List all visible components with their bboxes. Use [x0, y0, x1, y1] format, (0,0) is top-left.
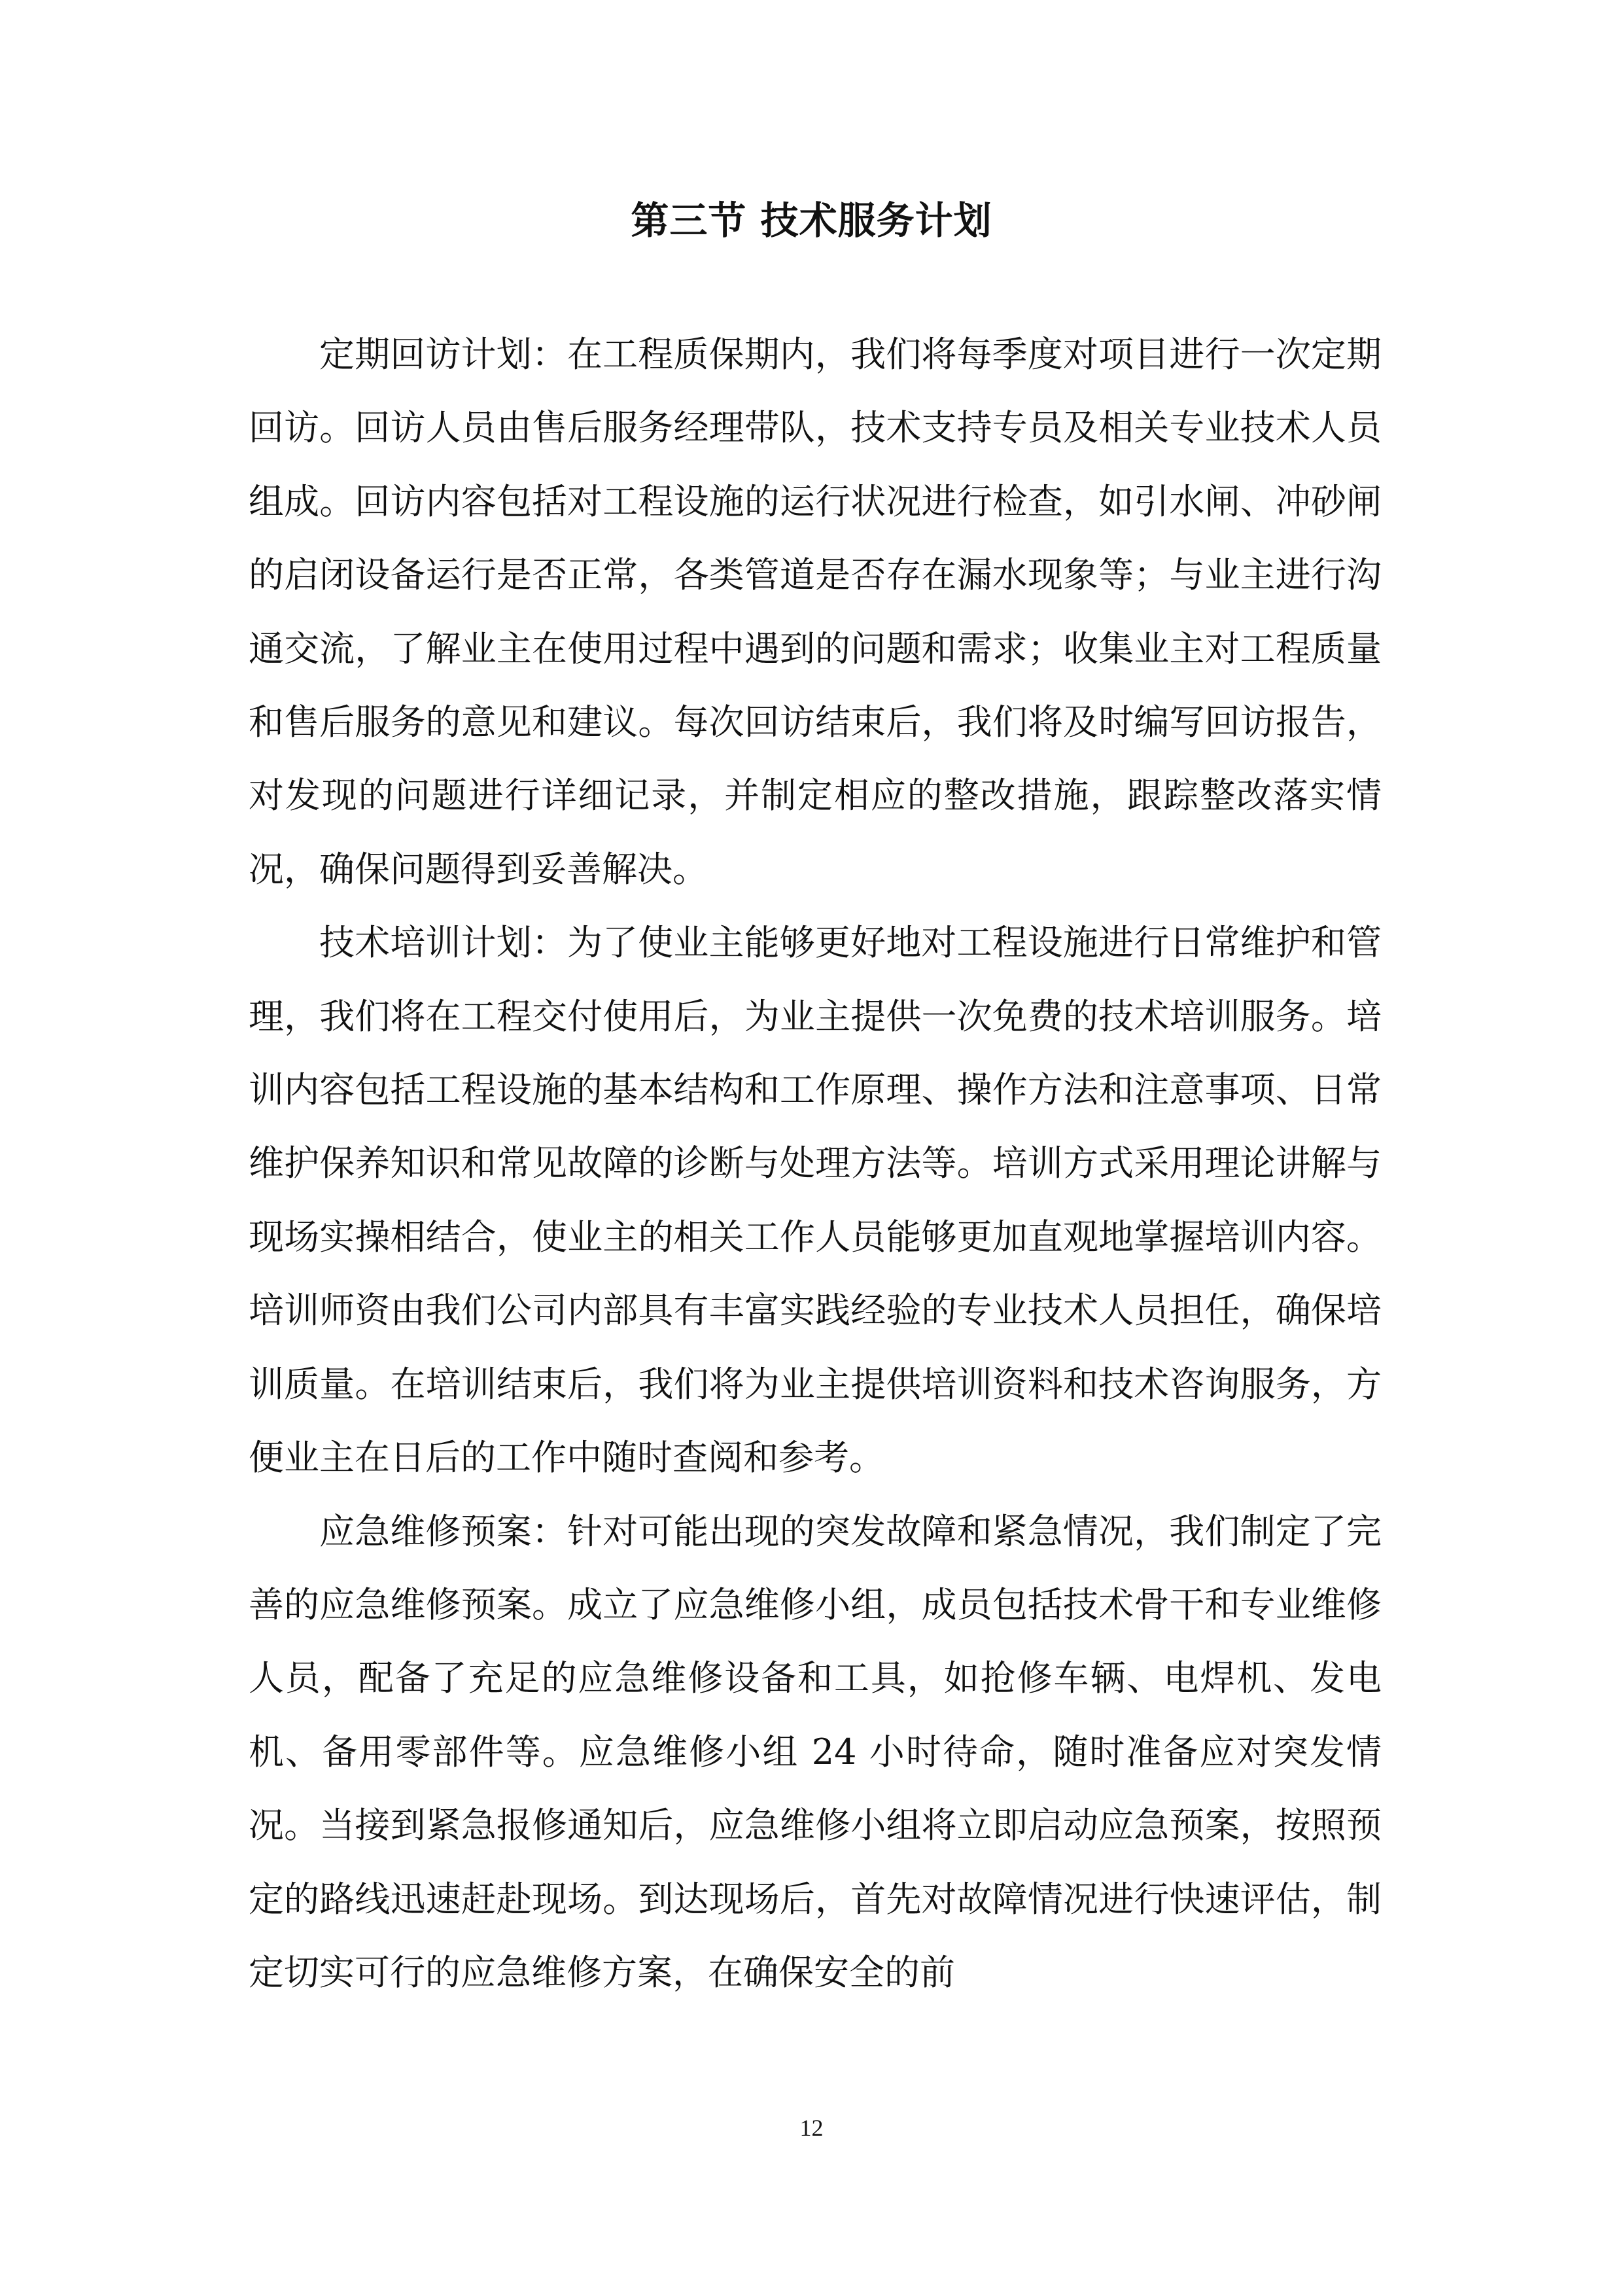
section-title: 第三节 技术服务计划: [631, 198, 992, 243]
body-text: [249, 318, 1382, 2009]
paragraph-technical-training-plan: 技术培训计划：为了使业主能够更好地对工程设施进行日常维护和管理，我们将在工程交付使用后，为业主提供一次免费的技术培训服务。培训内容包括工程设施的基本结构和工作原理、操作方法和注意事项、日常维护保养知识和常见故障的诊断与处理方法等。培训方式采用理论讲解与现场实操相结合，使业主的相关工作人员能够更加直观地掌握培训内容。培训师资由我们公司内部具有丰富实践经验的专业技术人员担任，确保培训质量。在培训结束后，我们将为业主提供培训资料和技术咨询服务，方便业主在日后的工作中随时查阅和参考。: [249, 922, 1382, 1479]
paragraph-return-visit-plan: 定期回访计划：在工程质保期内，我们将每季度对项目进行一次定期回访。回访人员由售后服务经理带队，技术支持专员及相关专业技术人员组成。回访内容包括对工程设施的运行状况进行检查，如引水闸、冲砂闸的启闭设备运行是否正常，各类管道是否存在漏水现象等；与业主进行沟通交流，了解业主在使用过程中遇到的问题和需求；收集业主对工程质量和售后服务的意见和建议。每次回访结束后，我们将及时编写回访报告，对发现的问题进行详细记录，并制定相应的整改措施，跟踪整改落实情况，确保问题得到妥善解决。: [249, 334, 1382, 890]
paragraph-emergency-repair-plan: 应急维修预案：针对可能出现的突发故障和紧急情况，我们制定了完善的应急维修预案。成立了应急维修小组，成员包括技术骨干和专业维修人员，配备了充足的应急维修设备和工具，如抢修车辆、电焊机、发电机、备用零部件等。应急维修小组 24 小时待命，随时准备应对突发情况。当接到紧急报修通知后，应急维修小组将立即启动应急预案，按照预定的路线迅速赶赴现场。到达现场后，首先对故障情况进行快速评估，制定切实可行的应急维修方案，在确保安全的前: [249, 1510, 1382, 1993]
page-number: 12: [799, 2115, 824, 2141]
